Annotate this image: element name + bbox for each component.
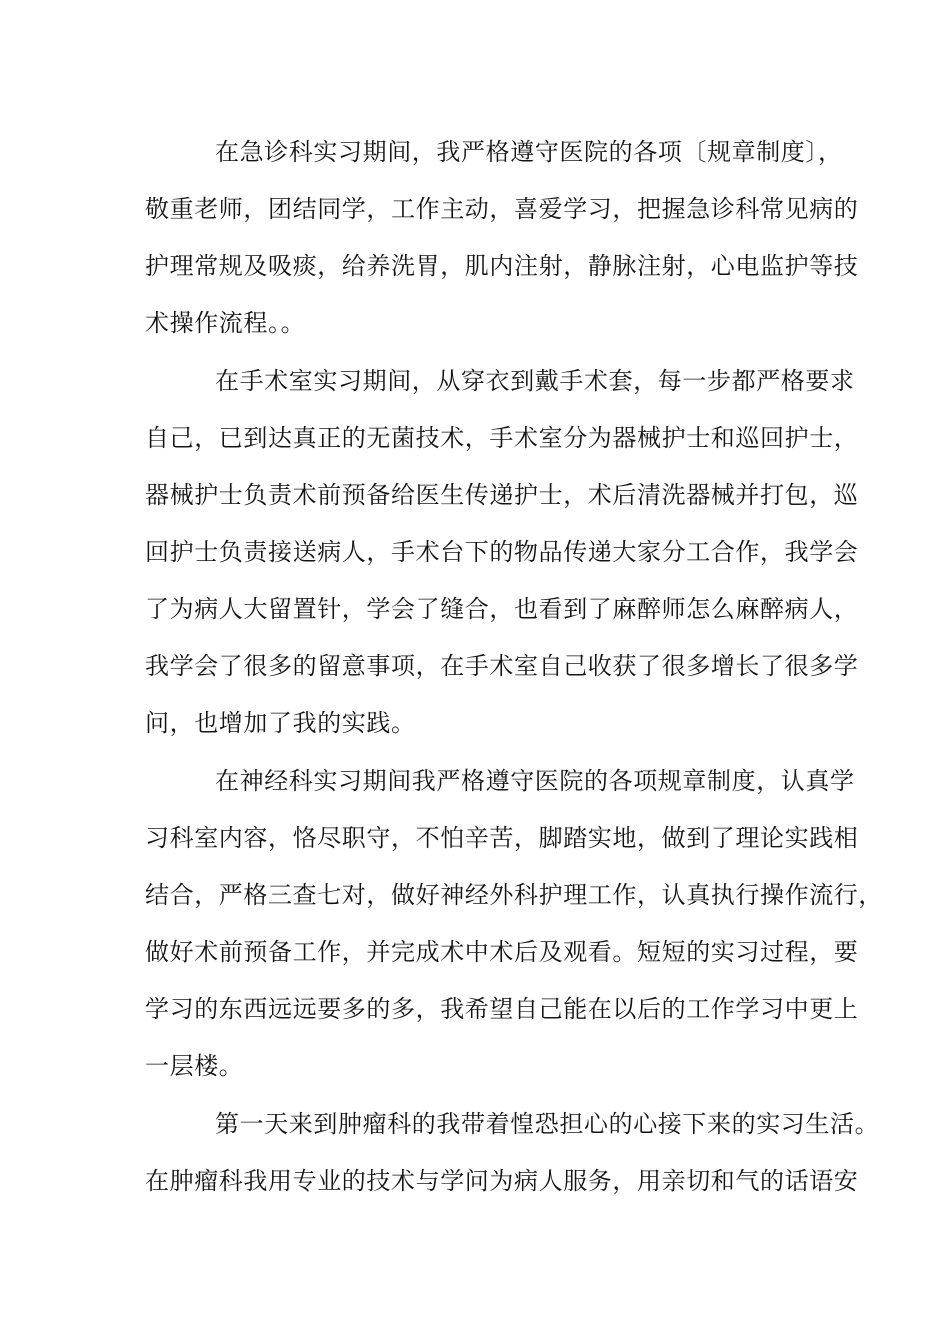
- paragraph-2-line-4: 回护士负责接送病人，手术台下的物品传递大家分工合作，我学会: [145, 538, 859, 566]
- paragraph-3-line-5: 学习的东西远远要多的多，我希望自己能在以后的工作学习中更上: [145, 995, 859, 1023]
- paragraph-3-line-2: 习科室内容，恪尽职守，不怕辛苦，脚踏实地，做到了理论实践相: [145, 824, 859, 852]
- paragraph-2-line-5: 了为病人大留置针，学会了缝合，也看到了麻醉师怎么麻醉病人，: [145, 595, 859, 623]
- paragraph-1-line-2: 敬重老师，团结同学，工作主动，喜爱学习，把握急诊科常见病的: [145, 195, 859, 223]
- paragraph-3-line-6: 一层楼。: [145, 1052, 244, 1080]
- paragraph-3-line-3: 结合，严格三查七对，做好神经外科护理工作，认真执行操作流行，: [145, 881, 883, 909]
- paragraph-3-line-1: 在神经科实习期间我严格遵守医院的各项规章制度，认真学: [215, 767, 855, 795]
- paragraph-4-line-2: 在肿瘤科我用专业的技术与学问为病人服务，用亲切和气的话语安: [145, 1167, 859, 1195]
- paragraph-1-line-4: 术操作流程。。: [145, 309, 306, 337]
- paragraph-2-line-2: 自己，已到达真正的无菌技术，手术室分为器械护士和巡回护士，: [145, 424, 859, 452]
- paragraph-2-line-1: 在手术室实习期间，从穿衣到戴手术套，每一步都严格要求: [215, 367, 855, 395]
- paragraph-2-line-3: 器械护士负责术前预备给医生传递护士，术后清洗器械并打包，巡: [145, 481, 859, 509]
- paragraph-1-line-1: 在急诊科实习期间，我严格遵守医院的各项〔规章制度〕，: [215, 138, 843, 166]
- paragraph-3-line-4: 做好术前预备工作，并完成术中术后及观看。短短的实习过程，要: [145, 938, 859, 966]
- paragraph-1-line-3: 护理常规及吸痰，给养洗胃，肌内注射，静脉注射，心电监护等技: [145, 252, 859, 280]
- paragraph-2-line-6: 我学会了很多的留意事项，在手术室自己收获了很多增长了很多学: [145, 652, 859, 680]
- paragraph-2-line-7: 问，也增加了我的实践。: [145, 709, 416, 737]
- paragraph-4-line-1: 第一天来到肿瘤科的我带着惶恐担心的心接下来的实习生活。: [215, 1110, 880, 1138]
